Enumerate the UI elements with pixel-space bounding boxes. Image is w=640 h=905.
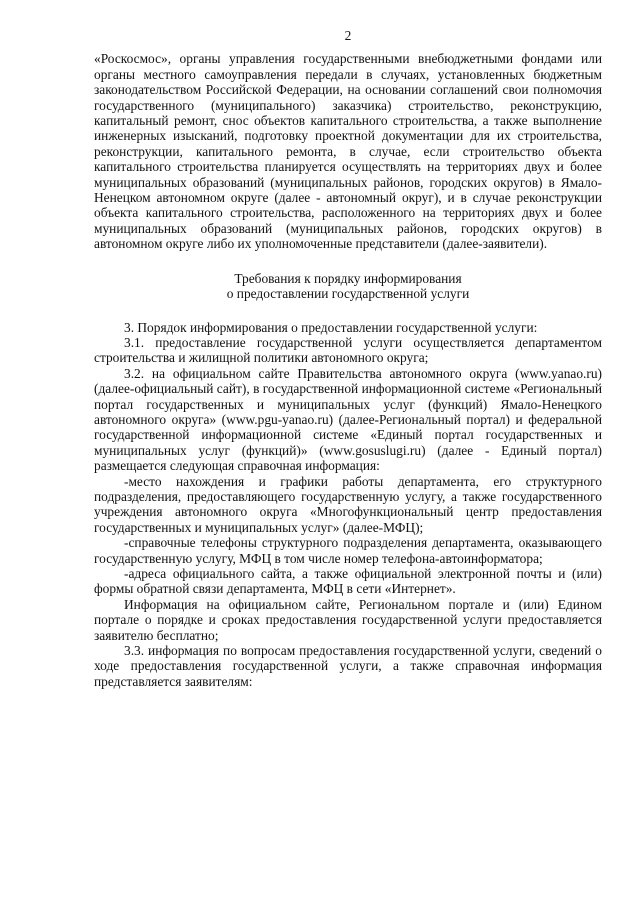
paragraph-3: 3. Порядок информирования о предоставлении государственной услуги: — [124, 319, 538, 335]
section-heading-line-1: Требования к порядку информирования — [234, 270, 462, 286]
section-heading-line-2: о предоставлении государственной услуги — [226, 286, 470, 302]
paragraph-3-2: 3.2. на официальном сайте Правительства автономного округа (www.yanao.ru) (далее-официальный сайт), в государственной информационной системе «Региональный портал государственных и муниципальных услуг (функций) Ямало-Ненецкого автономного округа» (www.pgu-yanao.ru) (далее-Региональный портал) и федеральной государственной информационной системе «Единый портал государственных и муниципальных услуг (функций)» (www.gosuslugi.ru) (далее - Единый портал) размещается следующая справочная информация: — [94, 365, 602, 474]
list-item-location: -место нахождения и графики работы департамента, его структурного подразделения, предоставляющего государственную услугу, а также государственного учреждения автономного округа «Многофункциональный центр предоставления государственных и муниципальных услуг» (далее-МФЦ); — [94, 473, 602, 535]
section-heading — [94, 271, 602, 302]
intro-paragraph: «Роскосмос», органы управления государственными внебюджетными фондами или органы местного самоуправления передали в случаях, установленных бюджетным законодательством Российской Федерации, на основании соглашений свои полномочия государственного (муниципального) заказчика) строительство, реконструкцию, капитальный ремонт, снос объектов капитального строительства, а также выполнение инженерных изысканий, подготовку проектной документации для их строительства, реконструкции, капитального ремонта, в случае, если строительство объекта капитального строительства планируется осуществлять на территориях двух и более муниципальных образований (муниципальных районов, городских округов) в Ямало-Ненецком автономном округе (далее - автономный округ), и в случае реконструкции объекта капитального строительства, расположенного на территориях двух и более муниципальных образований (муниципальных районов, городских округов) в автономном округе либо их уполномоченные представители (далее-заявители). — [94, 51, 602, 252]
page-number: 2 — [344, 28, 352, 43]
paragraph-3-3: 3.3. информация по вопросам предоставления государственной услуги, сведений о ходе предоставления государственной услуги, а также справочная информация представляется заявителям: — [94, 643, 602, 689]
list-item-addresses: -адреса официального сайта, а также официальной электронной почты и (или) формы обратной связи департамента, МФЦ в сети «Интернет». — [94, 566, 602, 597]
list-item-phones: -справочные телефоны структурного подразделения департамента, оказывающего государственную услугу, МФЦ в том числе номер телефона-автоинформатора; — [94, 535, 602, 566]
paragraph-info-free: Информация на официальном сайте, Региональном портале и (или) Едином портале о порядке и сроках предоставления государственной услуги предоставляется заявителю бесплатно; — [94, 596, 602, 643]
paragraph-3-1: 3.1. предоставление государственной услуги осуществляется департаментом строительства и жилищной политики автономного округа; — [94, 334, 602, 366]
